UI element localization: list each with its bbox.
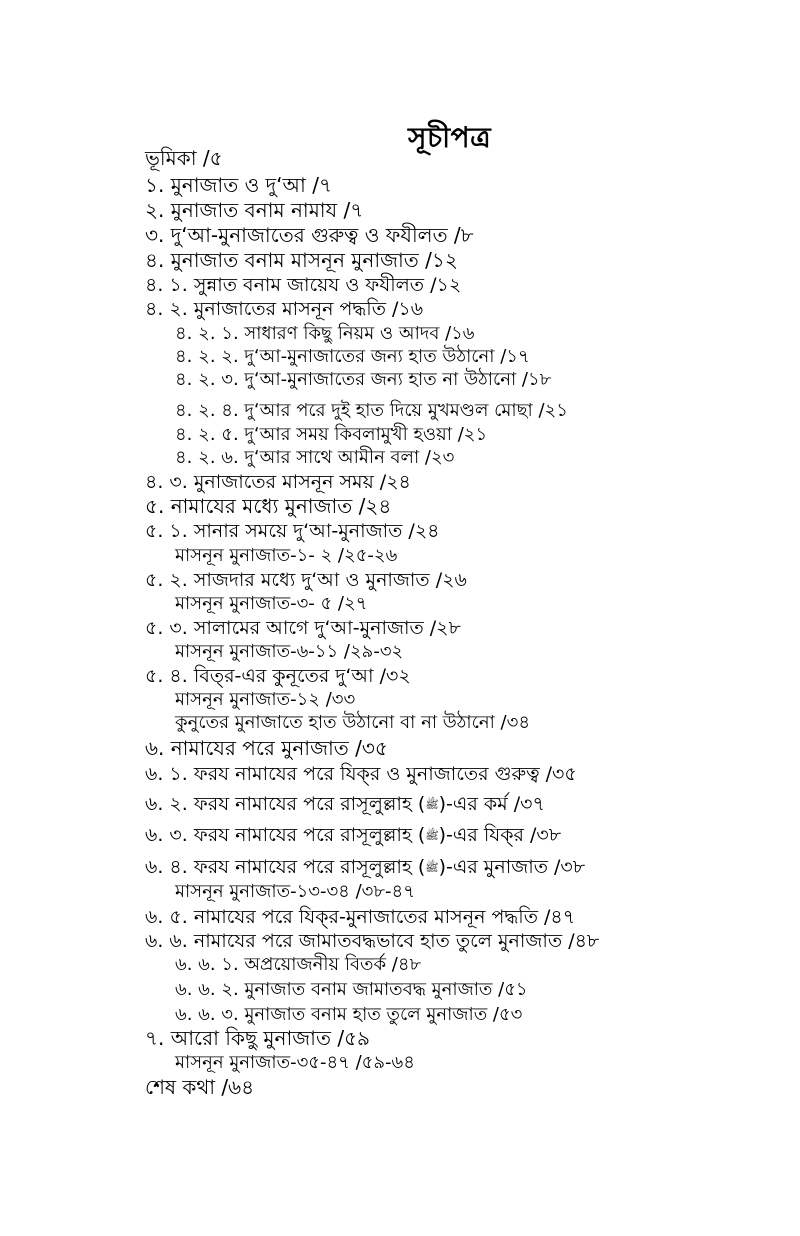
salawat-symbol: ﷺ bbox=[425, 797, 439, 811]
toc-entry: ৪. ২. ৬. দু‘আর সাথে আমীন বলা /২৩ bbox=[175, 447, 455, 468]
toc-entry: ৪. ২. ১. সাধারণ কিছু নিয়ম ও আদব /১৬ bbox=[175, 323, 475, 344]
toc-entry: ৬. ৬. নামাযের পরে জামাতবদ্ধভাবে হাত তুলে মুনাজাত /৪৮ bbox=[145, 930, 600, 952]
toc-entry: ৪. ২. ৫. দু‘আর সময় কিবলামুখী হওয়া /২১ bbox=[175, 424, 488, 445]
toc-entry: ৪. ২. ২. দু‘আ-মুনাজাতের জন্য হাত উঠানো /১৭ bbox=[175, 346, 530, 367]
toc-entry: ৪. ২. ৩. দু‘আ-মুনাজাতের জন্য হাত না উঠানো /১৮ bbox=[175, 369, 552, 390]
toc-entry: ৬. ১. ফরয নামাযের পরে যিক্‌র ও মুনাজাতের গুরুত্ব /৩৫ bbox=[145, 763, 577, 785]
toc-entry: ৪. ৩. মুনাজাতের মাসনূন সময় /২৪ bbox=[145, 471, 411, 493]
toc-entry: মাসনূন মুনাজাত-১- ২ /২৫-২৬ bbox=[175, 545, 398, 566]
toc-entry: ৬. ৬. ২. মুনাজাত বনাম জামাতবদ্ধ মুনাজাত /৫১ bbox=[175, 979, 528, 1000]
toc-entry: ৫. ৪. বিত্‌র-এর কুনূতের দু‘আ /৩২ bbox=[145, 665, 411, 687]
toc-entry: মাসনূন মুনাজাত-১২ /৩৩ bbox=[175, 689, 356, 710]
toc-entry: কুনুতের মুনাজাতে হাত উঠানো বা না উঠানো /৩৪ bbox=[175, 712, 530, 733]
toc-entry: ৬. ৫. নামাযের পরে যিক্‌র-মুনাজাতের মাসনূন পদ্ধতি /৪৭ bbox=[145, 906, 576, 928]
toc-entry: ৬. নামাযের পরে মুনাজাত /৩৫ bbox=[145, 736, 388, 760]
salawat-symbol: ﷺ bbox=[425, 828, 439, 842]
salawat-symbol: ﷺ bbox=[425, 860, 439, 874]
toc-entry: মাসনূন মুনাজাত-৩- ৫ /২৭ bbox=[175, 593, 368, 614]
toc-entry: ৪. ১. সুন্নাত বনাম জায়েয ও ফযীলত /১২ bbox=[145, 274, 462, 296]
toc-entry: ৫. ২. সাজদার মধ্যে দু‘আ ও মুনাজাত /২৬ bbox=[145, 569, 467, 591]
toc-entry: মাসনূন মুনাজাত-৩৫-৪৭ /৫৯-৬৪ bbox=[175, 1052, 415, 1073]
toc-entry: ৪. ২. মুনাজাতের মাসনূন পদ্ধতি /১৬ bbox=[145, 298, 424, 320]
toc-entry: ৫. নামাযের মধ্যে মুনাজাত /২৪ bbox=[145, 494, 392, 518]
toc-entry: ৫. ১. সানার সময়ে দু‘আ-মুনাজাত /২৪ bbox=[145, 520, 440, 542]
toc-entry: ৪. ২. ৪. দু‘আর পরে দুই হাত দিয়ে মুখমণ্ডল মোছা /২১ bbox=[175, 400, 568, 421]
toc-entry: ৬. ৬. ৩. মুনাজাত বনাম হাত তুলে মুনাজাত /৫৩ bbox=[175, 1004, 523, 1025]
toc-entry: ৬. ৬. ১. অপ্রয়োজনীয় বিতর্ক /৪৮ bbox=[175, 954, 422, 975]
toc-entry: ২. মুনাজাত বনাম নামায /৭ bbox=[145, 198, 364, 222]
toc-entry: ভূমিকা /৫ bbox=[145, 146, 223, 170]
toc-entry: মাসনূন মুনাজাত-১৩-৩৪ /৩৮-৪৭ bbox=[175, 881, 415, 902]
toc-entry: ৬. ২. ফরয নামাযের পরে রাসূলুল্লাহ (ﷺ)-এর কর্ম /৩৭ bbox=[145, 793, 545, 815]
toc-entry: ৪. মুনাজাত বনাম মাসনূন মুনাজাত /১২ bbox=[145, 248, 458, 272]
toc-entry: ৫. ৩. সালামের আগে দু‘আ-মুনাজাত /২৮ bbox=[145, 617, 461, 639]
toc-entry: ৬. ৪. ফরয নামাযের পরে রাসূলুল্লাহ (ﷺ)-এর মুনাজাত /৩৮ bbox=[145, 856, 586, 878]
page-title: সূচীপত্র bbox=[408, 121, 492, 154]
toc-entry: মাসনূন মুনাজাত-৬-১১ /২৯-৩২ bbox=[175, 641, 404, 662]
toc-entry: ৬. ৩. ফরয নামাযের পরে রাসূলুল্লাহ (ﷺ)-এর যিক্‌র /৩৮ bbox=[145, 824, 562, 846]
toc-entry: ৭. আরো কিছু মুনাজাত /৫৯ bbox=[145, 1026, 371, 1050]
toc-entry: শেষ কথা /৬৪ bbox=[145, 1075, 255, 1099]
toc-entry: ৩. দু‘আ-মুনাজাতের গুরুত্ব ও ফযীলত /৮ bbox=[145, 223, 474, 247]
toc-entry: ১. মুনাজাত ও দু‘আ /৭ bbox=[145, 173, 332, 197]
